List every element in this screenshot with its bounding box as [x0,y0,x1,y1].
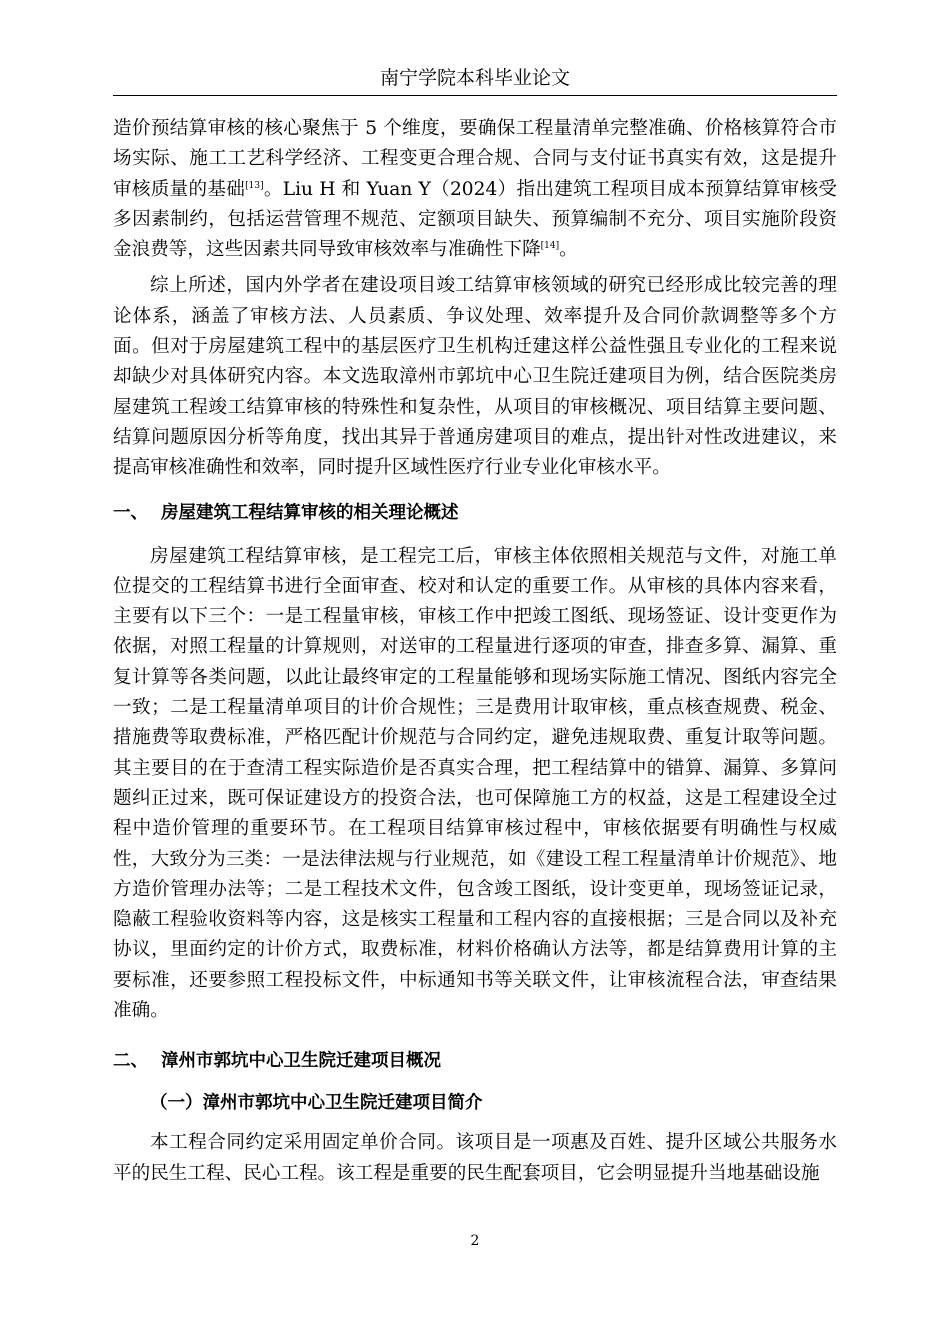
paragraph-1-text-c: 。 [559,239,578,261]
citation-13: [13] [245,180,264,191]
subsection-heading-1: （一）漳州市郭坑中心卫生院迁建项目简介 [150,1093,483,1114]
page-number: 2 [470,1233,480,1249]
paragraph-1-text-a: 造价预结算审核的核心聚焦于 5 个维度，要确保工程量清单完整准确、价格核算符合市场实际、施工工艺科学经济、工程变更合理合规、合同与支付证书真实有效，这是提升审核质量的基础 [113,118,837,200]
section-heading-1 [113,498,837,528]
paragraph-2: 综上所述，国内外学者在建设项目竣工结算审核领域的研究已经形成比较完善的理论体系，涵盖了审核方法、人员素质、争议处理、效率提升及合同价款调整等多个方面。但对于房屋建筑工程中的基层医疗卫生机构迁建这样公益性强且专业化的工程来说却缺少对具体研究内容。本文选取漳州市郭坑中心卫生院迁建项目为例，结合医院类房屋建筑工程竣工结算审核的特殊性和复杂性，从项目的审核概况、项目结算主要问题、结算问题原因分析等角度，找出其异于普通房建项目的难点，提出针对性改进建议，来提高审核准确性和效率，同时提升区域性医疗行业专业化审核水平。 [113,275,837,479]
section-heading-1-number: 一、 [113,502,148,523]
section-heading-1-text: 房屋建筑工程结算审核的相关理论概述 [161,502,459,523]
paragraph-1 [113,114,837,265]
citation-14: [14] [540,241,560,252]
page-body [113,114,837,1189]
paragraph-1-text-b: 。Liu H 和 Yuan Y（2024）指出建筑工程项目成本预算结算审核受多因素制约，包括运营管理不规范、定额项目缺失、预算编制不充分、项目实施阶段资金浪费等，这些因素共同导致审核效率与准确性下降 [113,178,837,261]
paragraph-4: 本工程合同约定采用固定单价合同。该项目是一项惠及百姓、提升区域公共服务水平的民生工程、民心工程。该工程是重要的民生配套项目，它会明显提升当地基础设施 [113,1132,837,1184]
running-header: 南宁学院本科毕业论文 [379,67,570,89]
section-heading-2-number: 二、 [113,1051,148,1072]
header-rule [113,95,837,96]
paragraph-3: 房屋建筑工程结算审核，是工程完工后，审核主体依照相关规范与文件，对施工单位提交的工程结算书进行全面审查、校对和认定的重要工作。从审核的具体内容来看，主要有以下三个：一是工程量审核，审核工作中把竣工图纸、现场签证、设计变更作为依据，对照工程量的计算规则，对送审的工程量进行逐项的审查，排查多算、漏算、重复计算等各类问题，以此让最终审定的工程量能够和现场实际施工情况、图纸内容完全一致；二是工程量清单项目的计价合规性；三是费用计取审核，重点核查规费、税金、措施费等取费标准，严格匹配计价规范与合同约定，避免违规取费、重复计取等问题。其主要目的在于查清工程实际造价是否真实合理，把工程结算中的错算、漏算、多算问题纠正过来，既可保证建设方的投资合法，也可保障施工方的权益，这是工程建设全过程中造价管理的重要环节。在工程项目结算审核过程中，审核依据要有明确性与权威性，大致分为三类：一是法律法规与行业规范，如《建设工程工程量清单计价规范》、地方造价管理办法等；二是工程技术文件，包含竣工图纸，设计变更单，现场签证记录，隐蔽工程验收资料等内容，这是核实工程量和工程内容的直接根据；三是合同以及补充协议，里面约定的计价方式，取费标准，材料价格确认方法等，都是结算费用计算的主要标准，还要参照工程投标文件，中标通知书等关联文件，让审核流程合法，审查结果准确。 [113,545,837,1022]
section-heading-2 [113,1046,837,1076]
section-heading-2-text: 漳州市郭坑中心卫生院迁建项目概况 [161,1051,441,1072]
